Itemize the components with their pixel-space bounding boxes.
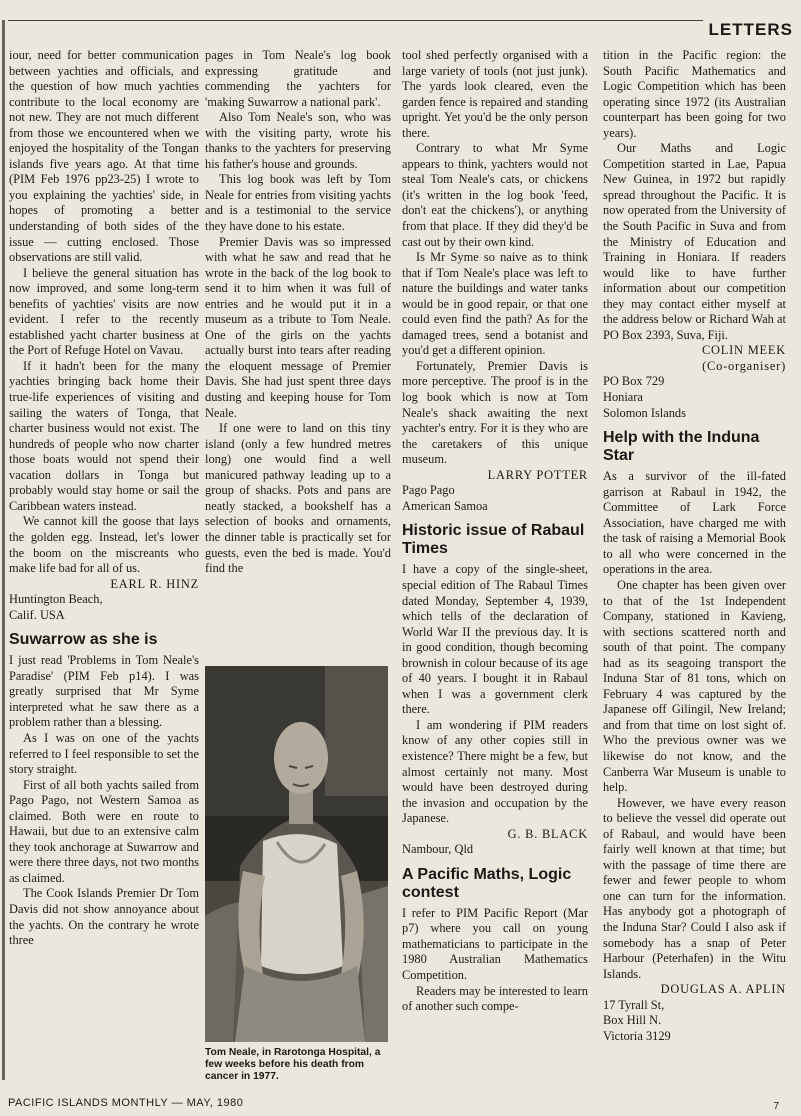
letter-heading: Historic issue of Rabaul Times — [402, 522, 585, 558]
header-rule — [8, 20, 703, 21]
paragraph: First of all both yachts sailed from Pago Pago, not Western Samoa as claimed. Both were en route to Hawaii, but due to an extensive calm they took anchorage at Suwarrow and were there three days, not two months as claimed. — [9, 777, 199, 885]
column-2 — [205, 48, 391, 577]
letter-address: Solomon Islands — [603, 405, 686, 420]
paragraph: Contrary to what Mr Syme appears to think, yachters would not steal Tom Neale's cats, or chickens (it's written in the log book 'feed, don't eat the chickens'), or anything from that place. If they did they'd be cast out by their own kind. — [402, 141, 588, 249]
paragraph: tool shed perfectly organised with a large variety of tools (not just junk). The yards look cleared, even the garden fence is repaired and standing upright. Yet you'd be the only person there. — [402, 48, 588, 140]
column-4 — [603, 48, 786, 1044]
letter-address: PO Box 729 — [603, 374, 665, 389]
paragraph: tition in the Pacific region: the South Pacific Mathematics and Logic Competition which has been operating since 1972 (its Australian counterpart has been going for two years). — [603, 48, 786, 140]
paragraph: However, we have every reason to believe the vessel did operate out of Rabaul, and would have been fairly well known at that time; but with the passage of time there are fewer and fewer people to whom one can turn for the information. Has anybody got a photograph of the Induna Star? Could I also ask if somebody has a snap of Peter Harbour (Peterhafen) in the Witu Islands. — [603, 795, 786, 981]
letter-signature: LARRY POTTER — [487, 467, 588, 482]
paragraph: This log book was left by Tom Neale for entries from visiting yachts and is a testimonial to the service they have done to his estate. — [205, 172, 391, 234]
paragraph: Our Maths and Logic Competition started in Lae, Papua New Guinea, in 1972 but rapidly spread throughout the Pacific. It is now operated from the University of the South Pacific in Suva and from the Ministry of Education and Training in Honiara. If readers would like to have further information about our competition they may contact either myself at the address below or Richard Wah at PO Box 2393, Suva, Fiji. — [603, 141, 786, 342]
page-edge-shadow — [2, 20, 5, 1080]
tom-neale-photo — [205, 666, 388, 1042]
letter-address: Honiara — [603, 390, 643, 405]
photo-caption: Tom Neale, in Rarotonga Hospital, a few weeks before his death from cancer in 1977. — [205, 1047, 381, 1082]
paragraph: I have a copy of the single-sheet, special edition of The Rabaul Times dated Monday, September 4, 1939, which tells of the declaration of World War II the previous day. It is in good condition, though becoming brownish in colour because of its age of 40 years. I bought it in Rabaul when I was a government clerk there. — [402, 562, 588, 717]
paragraph: I believe the general situation has now improved, and some long-term benefits of yachties' visits are now evident. I refer to the recently established yacht charter business at the Port of Refuge Hotel on Vavau. — [9, 265, 199, 358]
paragraph: I refer to PIM Pacific Report (Mar p7) where you call on young mathematicians to participate in the 1980 Australian Mathematics Competition. — [402, 905, 588, 982]
column-3 — [402, 48, 588, 1015]
letter-heading: A Pacific Maths, Logic contest — [402, 865, 572, 901]
letter-address: American Samoa — [402, 498, 488, 513]
column-1 — [9, 48, 199, 949]
paragraph: The Cook Islands Premier Dr Tom Davis did not show annoyance about the yachts. On the contrary he wrote three — [9, 886, 199, 948]
paragraph: I just read 'Problems in Tom Neale's Paradise' (PIM Feb p14). I was greatly surprised that Mr Syme interpreted what he saw there as a problem rather than a blessing. — [9, 653, 199, 730]
letter-signature: G. B. BLACK — [507, 826, 588, 841]
letter-address: Huntington Beach, — [9, 592, 103, 607]
paragraph: Premier Davis was so impressed with what he saw and read that he wrote in the back of the log book to send it to him when it was full of entries and he would put it in a museum as a tribute to Tom Neale. One of the girls on the yachts actually burst into tears after reading the eloquent message of Premier Davis. She had just spent three days dusting and keeping house for Tom Neale. — [205, 234, 391, 420]
paragraph: As I was on one of the yachts referred to I feel responsible to set the story straight. — [9, 730, 199, 777]
letter-address: 17 Tyrall St, — [603, 997, 665, 1012]
paragraph: Readers may be interested to learn of another such compe- — [402, 983, 588, 1014]
paragraph: We cannot kill the goose that lays the golden egg. Instead, let's lower the boom on the miscreants who make life bad for all of us. — [9, 514, 199, 576]
letter-signature: COLIN MEEK — [701, 343, 786, 358]
letter-address: Pago Pago — [402, 483, 455, 498]
letter-address: Box Hill N. — [603, 1013, 662, 1028]
paragraph: As a survivor of the ill-fated garrison at Rabaul in 1942, the Committee of Lark Force Association, have charged me with the task of raising a Memorial Book to all who were concerned in the operations in the area. — [603, 469, 786, 577]
paragraph: If it hadn't been for the many yachties bringing back home their true-life experiences of visiting and sailing the waters of Tonga, that charter business would not exist. The hundreds of people who now charter those boats would not spend their vacation dollars in Tonga but probably would stay home or sail the Caribbean waters instead. — [9, 358, 199, 513]
photo-illustration — [205, 666, 388, 1042]
footer-publication: PACIFIC ISLANDS MONTHLY — MAY, 1980 — [8, 1097, 244, 1109]
letter-heading: Help with the Induna Star — [603, 429, 760, 465]
letter-address: Calif. USA — [9, 607, 65, 622]
paragraph: If one were to land on this tiny island (only a few hundred metres long) one would find a well manicured pathway leading up to a group of shacks. Pots and pans are neatly stacked, a bookshelf has a selection of books and ornaments, the dinner table is practically set for guests, even the bed is made. You'd find the — [205, 421, 391, 576]
paragraph: iour, need for better communication between yachties and officials, and the question of how much yachties contribute to the local economy are not new. They are not much different from those we encountered when we enjoyed the hospitality of the Tongan islands five years ago. At that time (PIM Feb 1976 pp23-25) I wrote to you explaining the yachties' side, in hopes of promoting a better understanding of both sides of the issue — cutting enclosed. Those observations are still valid. — [9, 48, 199, 265]
signature-role: (Co-organiser) — [702, 358, 786, 373]
paragraph: Is Mr Syme so naive as to think that if Tom Neale's place was left to nature the buildings and water tanks would be in good repair, or that one could even find the path? As for the damaged trees, send a botanist and you'd get a different opinion. — [402, 250, 588, 358]
page-number: 7 — [773, 1101, 779, 1112]
letter-signature: DOUGLAS A. APLIN — [660, 982, 786, 997]
paragraph: One chapter has been given over to that of the 1st Independent Company, stationed in Kavieng, with sections scattered north and south of that point. The company had as its seagoing transport the Induna Star of 81 tons, which on February 4 was captured by the Japanese off Gilingil, New Ireland; and from that time on lost sight of. Who the previous owner was we likewise do not know, and the Canberra War Museum is unable to help. — [603, 577, 786, 795]
section-title: LETTERS — [708, 20, 793, 39]
paragraph: Also Tom Neale's son, who was with the visiting party, wrote his thanks to the yachters for preserving his father's house and grounds. — [205, 110, 391, 171]
letter-heading: Suwarrow as she is — [9, 631, 158, 649]
paragraph: I am wondering if PIM readers know of any other copies still in existence? There might be a few, but almost certainly not many. Most would have been destroyed during the invasion and occupation by the Japanese. — [402, 717, 588, 826]
letter-address: Nambour, Qld — [402, 842, 474, 857]
letter-signature: EARL R. HINZ — [110, 576, 199, 591]
letter-address: Victoria 3129 — [603, 1028, 671, 1043]
paragraph: Fortunately, Premier Davis is more perceptive. The proof is in the log book which is now at Tom Neale's shack awaiting the next yachter's entry. For it is they who are the caretakers of this unique museum. — [402, 358, 588, 467]
paragraph: pages in Tom Neale's log book expressing gratitude and commending the yachters for 'making Suwarrow a national park'. — [205, 48, 391, 109]
